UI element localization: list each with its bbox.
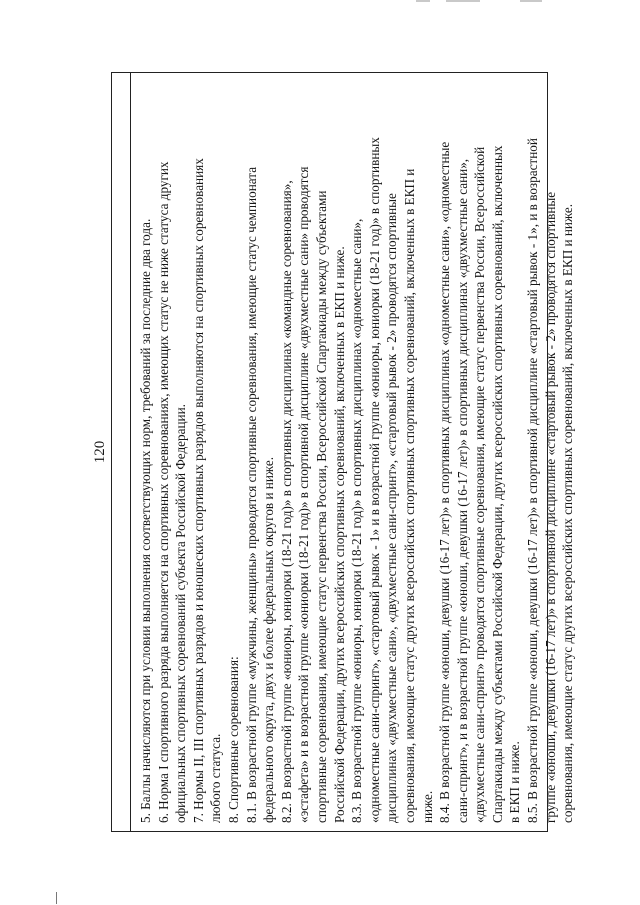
note-paragraph-6: 6. Норма I спортивного разряда выполняется на спортивных соревнованиях, имеющих статус не ниже статуса других официальных спортивных соревнований субъекта Российской Федерации. bbox=[155, 161, 189, 823]
note-paragraph-8: 8. Спортивные соревнования: bbox=[225, 656, 241, 823]
note-paragraph-8-3: 8.3. В возрастной группе «юниоры, юниорки (18-21 год)» в спортивных дисциплинах «одноместные сани», «одноместные сани-спринт», «стартовый рывок - 1» и в возрастной группе «юниоры, юниорки (18-21 год)» в спортивных дисциплинах «двухместные сани», «двухместные сани-спринт», «стартовый рывок - 2» проводятся спортивные соревнования, имеющие статус других всероссийских спортивных спортивных соревнований, включенных в ЕКП и ниже. bbox=[349, 137, 435, 823]
note-paragraph-8-4: 8.4. В возрастной группе «юноши, девушки (16-17 лет)» в спортивных дисциплинах «одноместные сани», «одноместные сани-спринт», и в возрастной группе «юноши, девушки (16-17 лет)» в спортивных дисциплинах «двухместные сани», «двухместные сани-спринт» проводятся спортивные соревнования, имеющие статус первенства России, Всероссийской Спартакиады между субъектами Российской Федерации, других всероссийских спортивных соревнований, включенных в ЕКП и ниже. bbox=[437, 141, 523, 823]
note-paragraph-8-5: 8.5. В возрастной группе «юноши, девушки (16-17 лет)» в спортивной дисциплине «стартовый рывок - 1», и в возрастной группе «юноши, девушки (16-17 лет)» в спортивной дисциплине «стартовый рывок - 2» проводятся спортивные соревнования, имеющие статус других всероссийских спортивных соревнований, включенных в ЕКП и ниже. bbox=[525, 138, 576, 823]
page-number: 120 bbox=[92, 440, 108, 464]
note-paragraph-8-2: 8.2. В возрастной группе «юниоры, юниорки (18-21 год)» в спортивных дисциплинах «командные соревнования», «эстафета» и в возрастной группе «юниорки (18-21 год)» в спортивной дисциплине «двухместные сани» проводятся спортивные соревнования, имеющие статус первенства России, Всероссийской Спартакиады между субъектами Российской Федерации, других всероссийских спортивных соревнований, включенных в ЕКП и ниже. bbox=[278, 166, 347, 823]
rotated-document-page bbox=[92, 72, 576, 832]
scan-artifact-mark bbox=[446, 0, 480, 2]
scan-artifact-mark bbox=[520, 0, 542, 2]
notes-cell bbox=[136, 131, 577, 831]
note-paragraph-7: 7. Нормы II, III спортивных разрядов и юношеских спортивных разрядов выполняются на спортивных соревнованиях любого статуса. bbox=[190, 158, 224, 823]
note-paragraph-5: 5. Баллы начисляются при условии выполнения соответствующих норм, требований за последние два года. bbox=[138, 218, 153, 823]
scan-artifact-mark bbox=[416, 0, 430, 2]
notes-table bbox=[111, 72, 576, 832]
note-paragraph-8-1: 8.1. В возрастной группе «мужчины, женщины» проводятся спортивные соревнования, имеющие статус чемпионата федерального округа, двух и более федеральных округов и ниже. bbox=[243, 166, 277, 823]
scan-edge-line bbox=[56, 892, 57, 904]
